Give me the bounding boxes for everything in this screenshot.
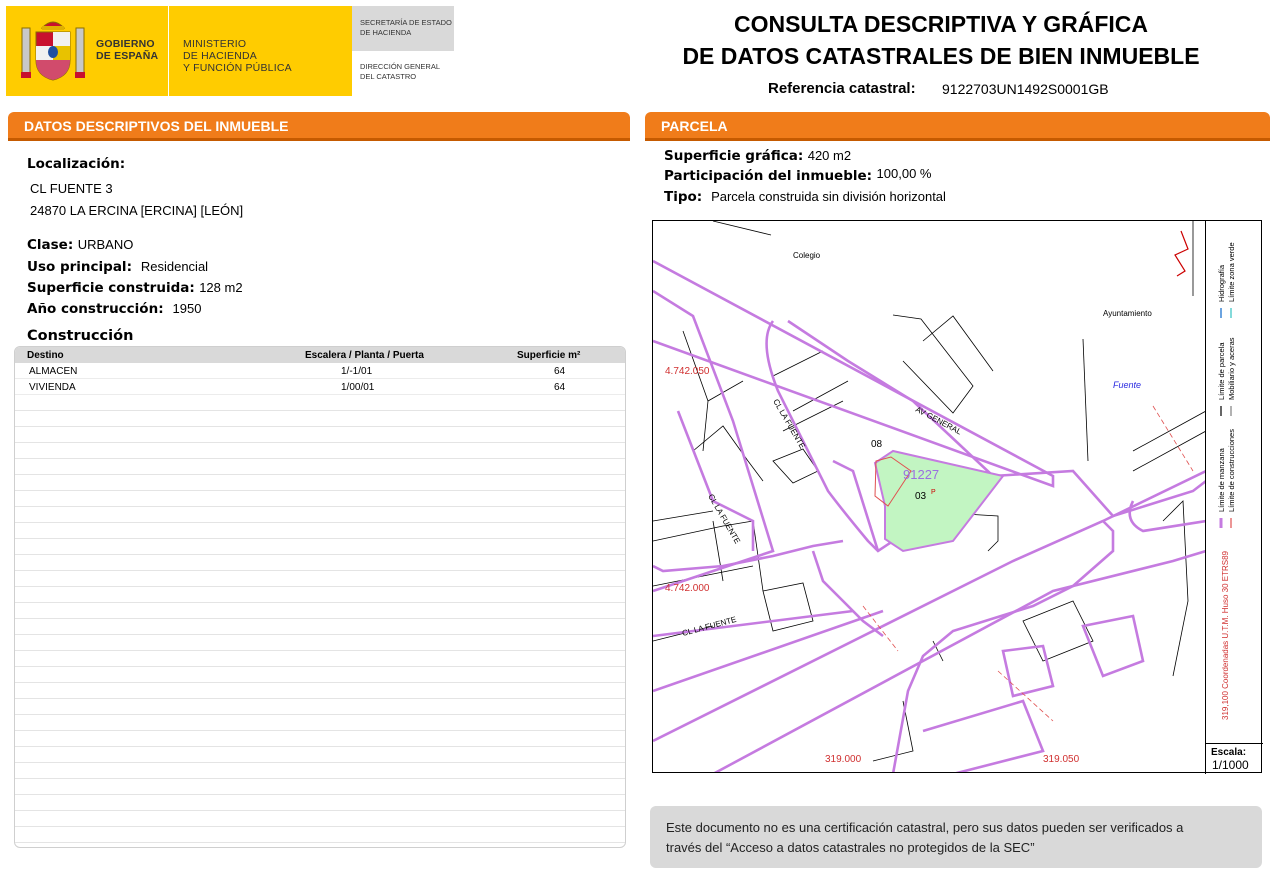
cell-escalera: 1/00/01: [341, 382, 375, 393]
legend-construcciones: Límite de construcciones: [1227, 429, 1236, 512]
address-line2: 24870 LA ERCINA [ERCINA] [LEÓN]: [30, 203, 244, 218]
escala-box: [1205, 743, 1263, 774]
legend-hidrografia: Hidrografía: [1217, 264, 1226, 302]
legend-manzana: Límite de manzana: [1217, 448, 1226, 512]
map-label-cl-fuente-1: CL LA FUENTE: [771, 397, 807, 451]
clase-row: [27, 236, 133, 254]
table-empty-row: [15, 539, 625, 555]
sup-grafica-label: Superficie gráfica:: [664, 148, 804, 164]
table-empty-row: [15, 763, 625, 779]
parcela-header-underline: [645, 138, 1270, 141]
participacion-row: [664, 166, 931, 185]
table-empty-rows: [15, 395, 625, 848]
clase-label: Clase:: [27, 237, 74, 253]
participacion-label: Participación del inmueble:: [664, 168, 873, 184]
sup-grafica-row: [664, 147, 851, 165]
cell-superficie: 64: [554, 382, 566, 393]
table-header: [15, 347, 625, 363]
map-coord-x1: 319.000: [825, 754, 862, 765]
table-empty-row: [15, 651, 625, 667]
table-empty-row: [15, 443, 625, 459]
map-label-fuente: Fuente: [1113, 380, 1142, 390]
cell-superficie: 64: [554, 366, 566, 377]
table-empty-row: [15, 571, 625, 587]
parcela-section-header: PARCELA: [645, 112, 1270, 138]
col-superficie: Superficie m²: [517, 350, 581, 361]
map-legend: [1205, 220, 1263, 743]
clase-value: URBANO: [77, 237, 134, 252]
table-empty-row: [15, 411, 625, 427]
map-label-colegio: Colegio: [793, 251, 821, 260]
table-empty-row: [15, 731, 625, 747]
col-destino: Destino: [27, 350, 64, 361]
table-empty-row: [15, 427, 625, 443]
table-empty-row: [15, 507, 625, 523]
cell-destino: VIVIENDA: [29, 382, 76, 393]
table-empty-row: [15, 635, 625, 651]
anio-label: Año construcción:: [27, 301, 164, 317]
page-title: CONSULTA DESCRIPTIVA Y GRÁFICA DE DATOS CATASTRALES DE BIEN INMUEBLE: [682, 11, 1200, 69]
table-empty-row: [15, 779, 625, 795]
gobierno-text: GOBIERNO DE ESPAÑA: [96, 38, 159, 62]
legend-zona-verde: Límite zona verde: [1227, 242, 1236, 302]
escala-label: Escala:: [1211, 747, 1247, 758]
map-label-cl-fuente-3: CL LA FUENTE: [681, 614, 738, 638]
map-coord-x2: 319.050: [1043, 754, 1080, 765]
table-empty-row: [15, 619, 625, 635]
table-empty-row: [15, 827, 625, 843]
anio-row: [27, 300, 201, 318]
sup-grafica-value: 420 m2: [807, 148, 852, 163]
table-empty-row: [15, 843, 625, 848]
secretaria-text: SECRETARÍA DE ESTADO DE HACIENDA: [360, 18, 452, 37]
tipo-value: Parcela construida sin división horizontal: [711, 189, 946, 204]
table-empty-row: [15, 699, 625, 715]
disclaimer-note: [650, 806, 1262, 868]
ministerio-text: MINISTERIO DE HACIENDA Y FUNCIÓN PÚBLICA: [183, 38, 292, 74]
table-row: [15, 379, 625, 395]
uso-label: Uso principal:: [27, 259, 132, 275]
table-empty-row: [15, 811, 625, 827]
map-label-av-general: AV GENERAL: [914, 404, 963, 437]
map-coord-y1: 4.742.050: [665, 366, 710, 377]
map-drawing: [653, 221, 1206, 773]
table-empty-row: [15, 587, 625, 603]
table-row: [15, 363, 625, 379]
map-coord-y2: 4.742.000: [665, 583, 710, 594]
inmueble-header-underline: [8, 138, 630, 141]
table-empty-row: [15, 667, 625, 683]
participacion-value: 100,00 %: [876, 166, 932, 181]
table-empty-row: [15, 795, 625, 811]
map-label-cl-fuente-2: CL LA FUENTE: [706, 492, 742, 546]
anio-value: 1950: [172, 301, 202, 316]
legend-parcela: Límite de parcela: [1217, 342, 1226, 400]
ref-label: Referencia catastral:: [768, 80, 916, 97]
ref-value: 9122703UN1492S0001GB: [942, 81, 1109, 97]
superficie-value: 128 m2: [199, 280, 243, 295]
superficie-label: Superficie construida:: [27, 280, 195, 296]
table-empty-row: [15, 747, 625, 763]
map-parcel-sub: 03: [915, 491, 927, 502]
map-label-ayuntamiento: Ayuntamiento: [1103, 309, 1152, 318]
table-empty-row: [15, 603, 625, 619]
map-parcel-p: P: [931, 489, 936, 496]
direccion-text: DIRECCIÓN GENERAL DEL CATASTRO: [360, 62, 441, 81]
spain-coat-of-arms-icon: [20, 14, 86, 86]
uso-row: [27, 258, 208, 276]
table-empty-row: [15, 475, 625, 491]
table-empty-row: [15, 523, 625, 539]
uso-value: Residencial: [140, 259, 209, 274]
tipo-row: [664, 188, 946, 206]
cadastral-map[interactable]: [652, 220, 1262, 773]
table-empty-row: [15, 683, 625, 699]
logo-divider: [168, 6, 169, 96]
table-empty-row: [15, 715, 625, 731]
construccion-table: [14, 346, 626, 848]
map-parcel-number: 91227: [903, 467, 940, 482]
escala-value: 1/1000: [1212, 758, 1249, 772]
tipo-label: Tipo:: [664, 189, 703, 205]
legend-mobiliario: Mobiliario y aceras: [1227, 337, 1236, 400]
cell-escalera: 1/-1/01: [341, 366, 373, 377]
map-parcel-08: 08: [871, 439, 883, 450]
table-empty-row: [15, 555, 625, 571]
address-line1: CL FUENTE 3: [30, 181, 113, 196]
table-empty-row: [15, 395, 625, 411]
note-line2: través del “Acceso a datos catastrales no protegidos de la SEC”: [666, 840, 1035, 855]
superficie-row: [27, 279, 243, 297]
note-line1: Este documento no es una certificación catastral, pero sus datos pueden ser verificados a: [666, 820, 1184, 835]
col-escalera: Escalera / Planta / Puerta: [305, 350, 424, 361]
construccion-label: Construcción: [27, 328, 134, 344]
legend-drawing: [1206, 220, 1263, 743]
localizacion-label: Localización:: [27, 156, 126, 172]
table-empty-row: [15, 491, 625, 507]
cell-destino: ALMACEN: [29, 366, 78, 377]
inmueble-section-header: DATOS DESCRIPTIVOS DEL INMUEBLE: [8, 112, 630, 138]
legend-coords: 319,100 Coordenadas U.T.M. Huso 30 ETRS89: [1221, 551, 1230, 720]
table-empty-row: [15, 459, 625, 475]
